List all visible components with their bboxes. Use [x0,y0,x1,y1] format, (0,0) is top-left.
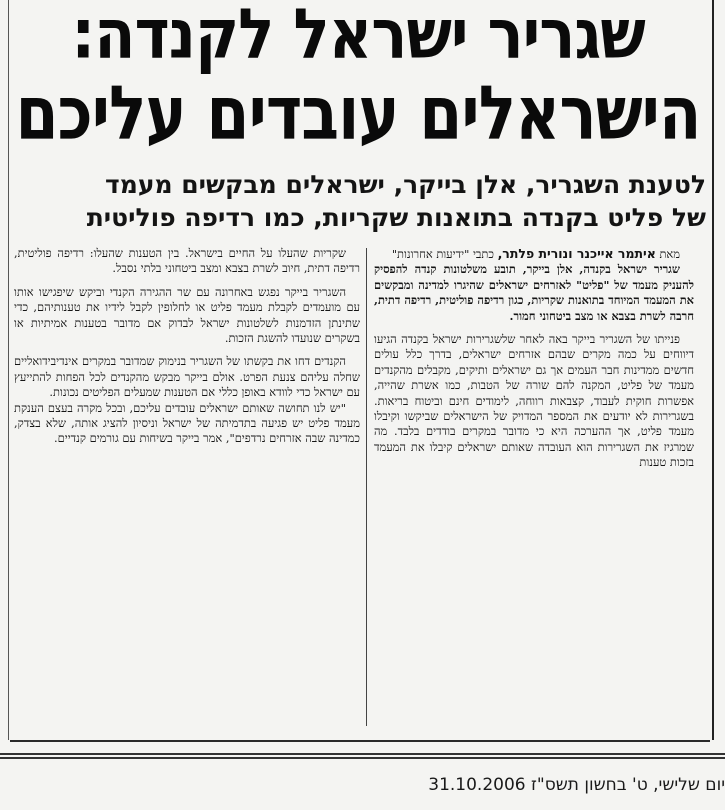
byline-prefix: מאת [659,247,680,261]
article-paragraph: הקנדים דחו את בקשתו של השגריר בנימוק שמדובר במקרים אינדיבידואליים שחלה עליהם צנעת הפרט. אולם בייקר מבקש מהקנדים לכל הפחות להתייעץ עם ישראל כדי לוודא באופן כללי אם הטענות שמעלים הפליטים נכונות. [14,354,360,400]
byline [374,246,694,262]
column-divider [366,248,367,726]
byline-authors: איתמר אייכנר ונורית פלתר, [497,246,656,261]
dateline: 31.10.2006 יום שלישי, ט' בחשון תשס"ז [428,775,725,795]
headline-line-2: הישראלים עובדים עליכם [15,68,701,157]
right-frame-rule [712,0,714,740]
article-paragraph: פנייתו של השגריר בייקר באה לאחר שלשגרירות ישראל בקנדה הגיעו דיווחים על כמה מקרים שבהם אזרחים ישראלים, בדרך כלל עולים חדשים ממדינות חבר העמים אך גם ישראלים ותיקים, מקבלים מהקנדים מעמד של פליט, המקנה להם שורה של הטבות, כמו אשרת שהייה, אפשרות חוקית לעבוד, קצבאות רווחה, לימודים חינם וביטוח בריאות. בשגרירות לא יודעים את המספר המדויק של הישראלים שביקשו וקיבלו מעמד פליט, אך ההערכה היא כי מדובר במקרים בודדים בלבד. מה שמרגיז את השגרירות הוא העובדה שאותם ישראלים קיבלו את המעמד בזכות טענות [374,332,694,470]
article-paragraph: שגריר ישראל בקנדה, אלן בייקר, תובע משלטונות קנדה להפסיק להעניק מעמד של "פליט" לאזרחים ישראלים שהיגרו למדינה ומבקשים את המעמד המיוחד בתואנות שקריות, כגון רדיפה פוליטית, רדיפה דתית, חרבה לשרת בצבא או מצב ביטחוני חמור. [374,262,694,323]
page-footer [0,753,725,810]
subheadline-line-2: של פליט בקנדה בתואנות שקריות, כמו רדיפה פוליטית [86,203,706,232]
article-paragraph: "יש לנו תחושה שאותם ישראלים עובדים עליכם, ובכל מקרה בעצם הענקת מעמד פליט יש פגיעה בתדמיתה של ישראל וניסיון להציג אותה, שלא בצדק, כמדינה שבה אזרחים נרדפים", אמר בייקר בשיחות עם גורמים קנדיים. [14,400,360,446]
article-column-left [14,246,360,447]
bottom-rule [10,740,710,742]
article-column-right [374,246,694,471]
article-paragraph: שקריות שהעלו על החיים בישראל. בין הטענות שהעלו: רדיפה פוליטית, רדיפה דתית, חיוב לשרת בצבא ומצב ביטחוני בלתי נסבל. [14,246,360,276]
article-paragraph: השגריר בייקר נפגש באחרונה עם שר ההגירה הקנדי וביקש שיפגישו אותו עם מועמדים לקבלת מעמד פליט או לחלופין לקבל לידיו את טענותיהם, כדי שתינתן הזדמנות לשלטונות ישראל לבדוק אם מדובר בטענות אמיתיות או בשקרים שנועדו להשגת הזכות. [14,284,360,346]
byline-outlet: כתבי "ידיעות אחרונות" [391,247,494,261]
headline-line-1: שגריר ישראל לקנדה: [71,0,645,75]
subheadline-line-1: לטענת השגריר, אלן בייקר, ישראלים מבקשים מעמד [105,170,706,199]
